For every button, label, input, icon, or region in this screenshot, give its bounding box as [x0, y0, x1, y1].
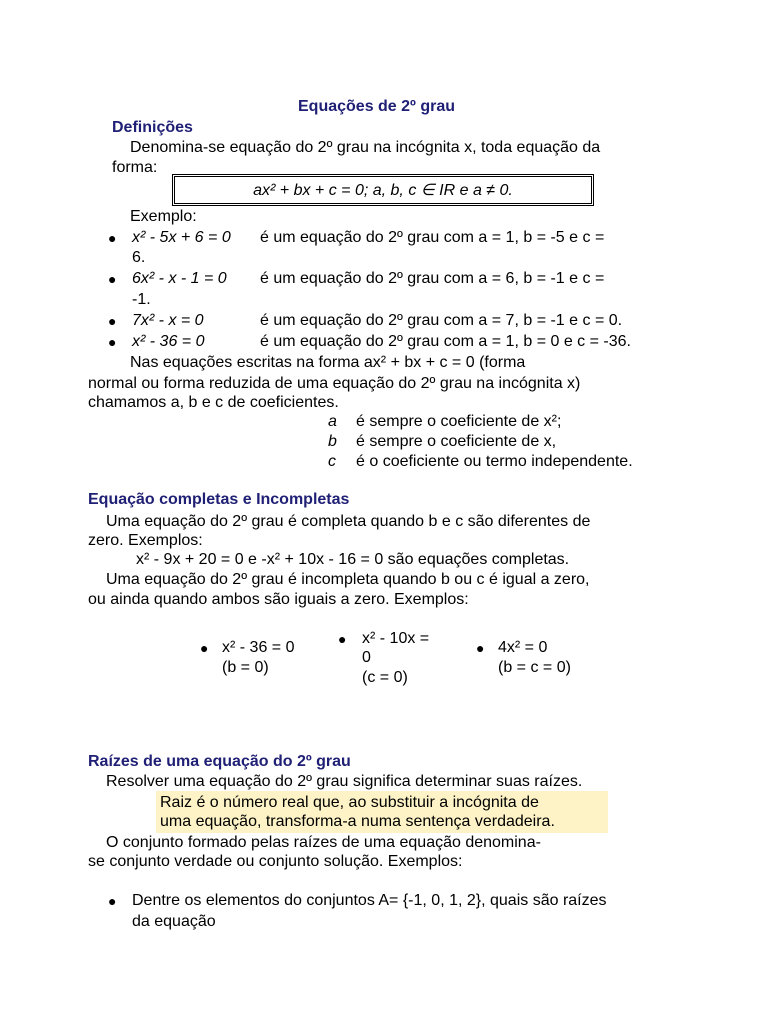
coef-letter-c: c	[328, 453, 336, 470]
bullet-icon: ●	[200, 640, 209, 656]
formula-box	[172, 174, 594, 206]
incomplete-note-1: (b = 0)	[222, 659, 269, 676]
incomplete-eq-2-line-1: x² - 10x =	[362, 630, 430, 647]
bullet-icon: ●	[476, 640, 485, 656]
example-eq-2: 6x² - x - 1 = 0	[132, 270, 227, 287]
coef-text-a: é sempre o coeficiente de x²;	[356, 413, 562, 430]
raiz-definition-line-2: uma equação, transforma-a numa sentença verdadeira.	[160, 813, 555, 830]
section-heading-completas: Equação completas e Incompletas	[88, 491, 350, 508]
example-desc-1: é um equação do 2º grau com a = 1, b = -5 e c =	[260, 229, 605, 246]
incomplete-eq-1: x² - 36 = 0	[222, 639, 295, 656]
example-desc-3: é um equação do 2º grau com a = 7, b = -1 e c = 0.	[260, 312, 623, 329]
example-cont-2: -1.	[132, 291, 151, 308]
raiz-line-2: O conjunto formado pelas raízes de uma equação denomina-	[106, 834, 541, 851]
bullet-icon: ●	[108, 334, 117, 350]
raiz-definition-line-1: Raiz é o número real que, ao substituir a incógnita de	[160, 794, 539, 811]
coef-letter-b: b	[328, 433, 337, 450]
incomplete-eq-3: 4x² = 0	[498, 639, 548, 656]
intro-line-1: Denomina-se equação do 2º grau na incógnita x, toda equação da	[130, 139, 601, 156]
example-eq-4: x² - 36 = 0	[132, 333, 205, 350]
coef-letter-a: a	[328, 413, 337, 430]
bullet-icon: ●	[338, 631, 347, 647]
completa-line-2: zero. Exemplos:	[88, 532, 203, 549]
section-heading-raizes: Raízes de uma equação do 2º grau	[88, 753, 351, 770]
exemplo-label: Exemplo:	[130, 208, 197, 225]
raiz-line-3: se conjunto verdade ou conjunto solução. Exemplos:	[88, 853, 463, 870]
raiz-bullet-line-1: Dentre os elementos do conjuntos A= {-1, 0, 1, 2}, quais são raízes	[132, 892, 607, 909]
raiz-bullet-line-2: da equação	[132, 913, 216, 930]
normal-form-line-3: chamamos a, b e c de coeficientes.	[88, 394, 339, 411]
bullet-icon: ●	[108, 230, 117, 246]
completa-line-1: Uma equação do 2º grau é completa quando b e c são diferentes de	[106, 513, 591, 530]
bullet-icon: ●	[108, 893, 117, 909]
normal-form-line-1: Nas equações escritas na forma ax² + bx + c = 0 (forma	[130, 354, 526, 371]
example-desc-4: é um equação do 2º grau com a = 1, b = 0 e c = -36.	[260, 333, 631, 350]
coef-text-b: é sempre o coeficiente de x,	[356, 433, 557, 450]
normal-form-line-2: normal ou forma reduzida de uma equação do 2º grau na incógnita x)	[88, 375, 581, 392]
bullet-icon: ●	[108, 313, 117, 329]
incomplete-note-2: (c = 0)	[362, 669, 408, 686]
page-title: Equações de 2º grau	[298, 98, 456, 115]
incompleta-line-2: ou ainda quando ambos são iguais a zero. Exemplos:	[88, 591, 469, 608]
completa-line-3: x² - 9x + 20 = 0 e -x² + 10x - 16 = 0 são equações completas.	[136, 551, 570, 568]
general-formula: ax² + bx + c = 0; a, b, c ∈ IR e a ≠ 0.	[253, 182, 513, 199]
example-eq-1: x² - 5x + 6 = 0	[132, 229, 231, 246]
raiz-line-1: Resolver uma equação do 2º grau significa determinar suas raízes.	[106, 773, 583, 790]
incomplete-eq-2-line-2: 0	[362, 649, 371, 666]
bullet-icon: ●	[108, 271, 117, 287]
intro-line-2: forma:	[112, 159, 158, 176]
example-desc-2: é um equação do 2º grau com a = 6, b = -1 e c =	[260, 270, 605, 287]
section-heading-definicoes: Definições	[112, 119, 193, 136]
incomplete-note-3: (b = c = 0)	[498, 659, 571, 676]
example-cont-1: 6.	[132, 249, 146, 266]
example-eq-3: 7x² - x = 0	[132, 312, 204, 329]
incompleta-line-1: Uma equação do 2º grau é incompleta quando b ou c é igual a zero,	[106, 571, 590, 588]
coef-text-c: é o coeficiente ou termo independente.	[356, 453, 633, 470]
